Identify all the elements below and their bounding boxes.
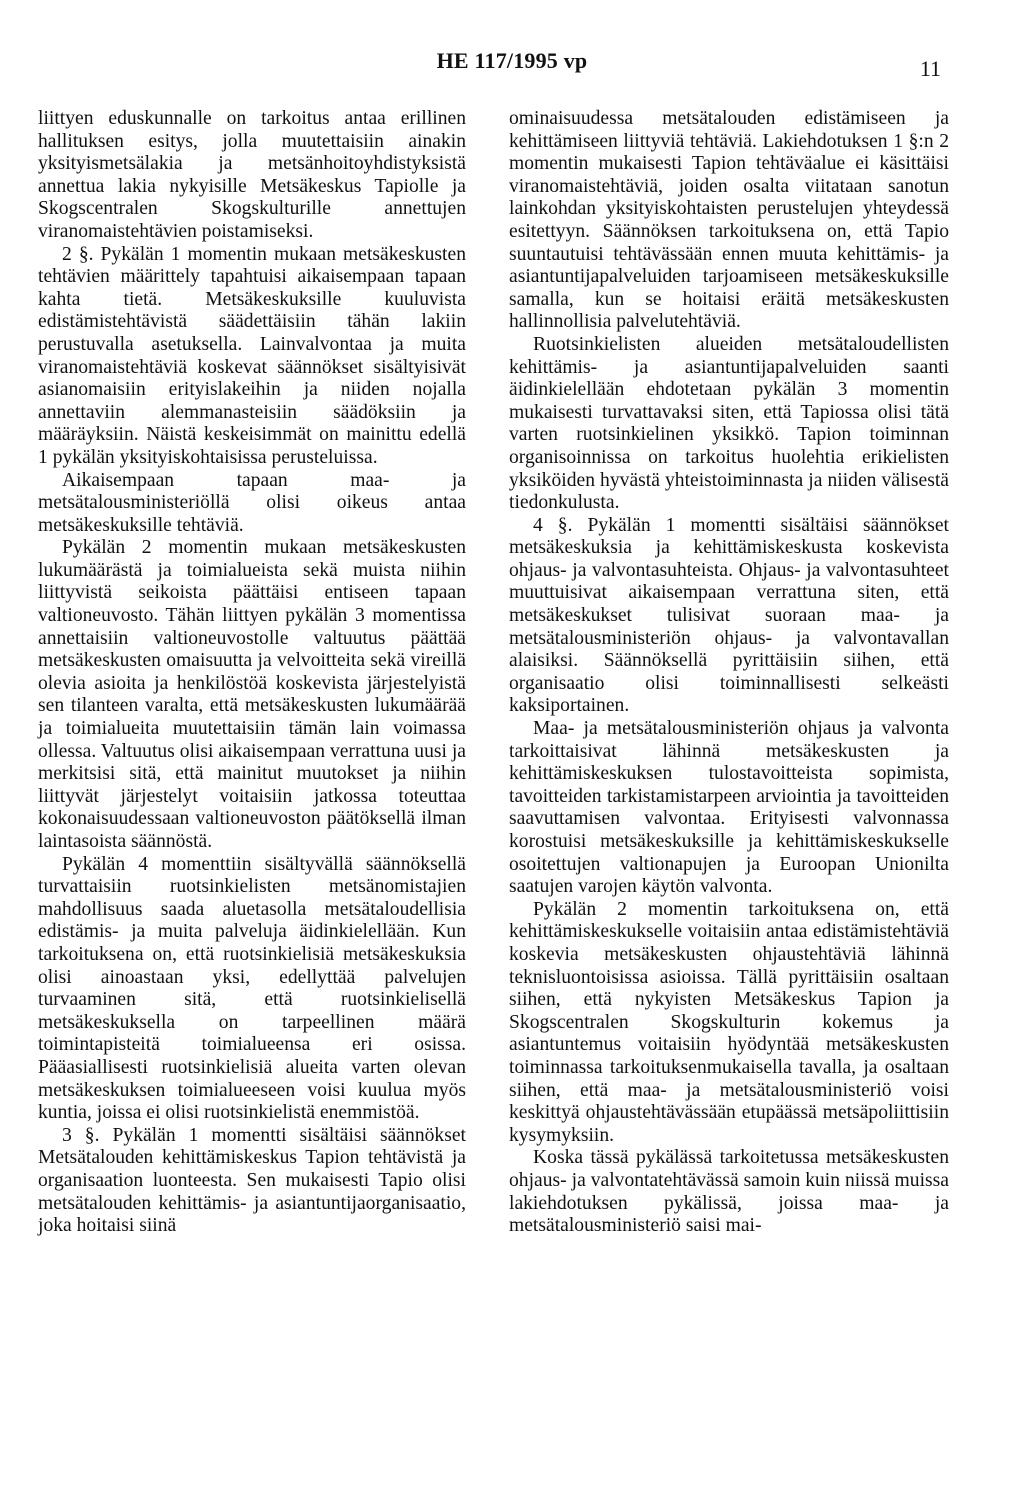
paragraph: Maa- ja metsätalousministeriön ohjaus ja valvonta tarkoittaisivat lähinnä metsäkeskusten ja kehittämiskeskuksen tulostavoitteista sopimista, tavoitteiden tarkistamistarpeen arviointia ja tavoitteiden saavuttamisen valvontaa. Erityisesti valvonnassa korostuisi metsäkeskuksille ja kehittämiskeskukselle osoitettujen valtionapujen ja Euroopan Unionilta saatujen varojen käytön valvonta. bbox=[509, 718, 949, 898]
paragraph: Ruotsinkielisten alueiden metsätaloudellisten kehittämis- ja asiantuntijapalveluiden saanti äidinkielellään ehdotetaan pykälän 3 momentin mukaisesti turvattavaksi siten, että Tapiossa olisi tätä varten ruotsinkielinen yksikkö. Tapion toiminnan organisoinnissa on tarkoitus huolehtia erikielisten yksiköiden hyvästä yhteistoiminnasta ja niiden välisestä tiedonkulusta. bbox=[509, 333, 949, 514]
paragraph: 3 §. Pykälän 1 momentti sisältäisi säännökset Metsätalouden kehittämiskeskus Tapion tehtävistä ja organisaation luonteesta. Sen mukaisesti Tapio olisi metsätalouden kehittämis- ja asiantuntijaorganisaatio, joka hoitaisi siinä bbox=[38, 1124, 466, 1237]
paragraph: 4 §. Pykälän 1 momentti sisältäisi säännökset metsäkeskuksia ja kehittämiskeskusta koskevista ohjaus- ja valvontasuhteista. Ohjaus- ja valvontasuhteet muuttuisivat aikaisempaan verrattuna siten, että metsäkeskukset tulisivat suoraan maa- ja metsätalousministeriön ohjaus- ja valvontavallan alaisiksi. Säännöksellä pyrittäisiin siihen, että organisaatio olisi toiminnallisesti selkeästi kaksiportainen. bbox=[509, 514, 949, 717]
paragraph: Koska tässä pykälässä tarkoitetussa metsäkeskusten ohjaus- ja valvontatehtävässä samoin kuin niissä muissa lakiehdotuksen pykälissä, joissa maa- ja metsätalousministeriö saisi mai- bbox=[509, 1147, 949, 1237]
paragraph: Aikaisempaan tapaan maa- ja metsätalousministeriöllä olisi oikeus antaa metsäkeskuksille tehtäviä. bbox=[38, 469, 466, 536]
paragraph: Pykälän 4 momenttiin sisältyvällä säännöksellä turvattaisiin ruotsinkielisten metsänomistajien mahdollisuus saada aluetasolla metsätaloudellisia edistämis- ja muita palveluja äidinkielellään. Kun tarkoituksena on, että ruotsinkielisiä metsäkeskuksia olisi ainoastaan yksi, edellyttää palvelujen turvaaminen sitä, että ruotsinkielisellä metsäkeskuksella on tarpeellinen määrä toimintapisteitä toimialueensa eri osissa. Pääasiallisesti ruotsinkielisiä alueita varten olevan metsäkeskuksen toimialueeseen voisi kuulua myös kuntia, joissa ei olisi ruotsinkielistä enemmistöä. bbox=[38, 853, 466, 1124]
paragraph: liittyen eduskunnalle on tarkoitus antaa erillinen hallituksen esitys, jolla muutettaisiin ainakin yksityismetsälakia ja metsänhoitoyhdistyksistä annettua lakia nykyisille Metsäkeskus Tapiolle ja Skogscentralen Skogskulturille annettujen viranomaistehtävien poistamiseksi. bbox=[38, 108, 466, 242]
page-number: 11 bbox=[919, 56, 941, 81]
paragraph: 2 §. Pykälän 1 momentin mukaan metsäkeskusten tehtävien määrittely tapahtuisi aikaisempaan tapaan kahta tietä. Metsäkeskuksille kuuluvista edistämistehtävistä säädettäisiin tähän lakiin perustuvalla asetuksella. Lainvalvontaa ja muita viranomaistehtäviä koskevat säännökset sisältyisivät asianomaisiin erityislakeihin ja niiden nojalla annettaviin alemmanasteisiin säädöksiin ja määräyksiin. Näistä keskeisimmät on mainittu edellä 1 pykälän yksityiskohtaisissa perusteluissa. bbox=[38, 243, 466, 468]
left-column bbox=[38, 108, 466, 1238]
right-column bbox=[509, 108, 949, 1238]
page-header bbox=[0, 48, 1024, 88]
document-identifier: HE 117/1995 vp bbox=[436, 48, 588, 73]
paragraph: Pykälän 2 momentin mukaan metsäkeskusten lukumäärästä ja toimialueista sekä muista niihin liittyvistä seikoista päättäisi entiseen tapaan valtioneuvosto. Tähän liittyen pykälän 3 momentissa annettaisiin valtioneuvostolle valtuutus päättää metsäkeskusten omaisuutta ja velvoitteita sekä vireillä olevia asioita ja henkilöstöä koskevista järjestelyistä sen tilanteen varalta, että metsäkeskusten lukumäärää ja toimialueita muutettaisiin tämän lain voimassa ollessa. Valtuutus olisi aikaisempaan verrattuna uusi ja merkitsisi sitä, että mainitut muutokset ja niihin liittyvät järjestelyt voitaisiin jatkossa toteuttaa kokonaisuudessaan valtioneuvoston päätöksellä ilman laintasoista säännöstä. bbox=[38, 537, 466, 852]
paragraph: Pykälän 2 momentin tarkoituksena on, että kehittämiskeskukselle voitaisiin antaa edistämistehtäviä koskevia metsäkeskusten ohjaustehtäviä lähinnä teknisluontoisissa asioissa. Tällä pyrittäisiin osaltaan siihen, että nykyisten Metsäkeskus Tapion ja Skogscentralen Skogskulturin kokemus ja asiantuntemus voitaisiin hyödyntää metsäkeskusten toiminnassa tarkoituksenmukaisella tavalla, ja osaltaan siihen, että maa- ja metsätalousministeriö voisi keskittyä ohjaustehtävässään etupäässä metsäpoliittisiin kysymyksiin. bbox=[509, 898, 949, 1146]
paragraph: ominaisuudessa metsätalouden edistämiseen ja kehittämiseen liittyviä tehtäviä. Lakiehdotuksen 1 §:n 2 momentin mukaisesti Tapion tehtäväalue ei käsittäisi viranomaistehtäviä, joiden osalta viitataan sanotun lainkohdan yksityiskohtaisten perustelujen yhteydessä esitettyyn. Säännöksen tarkoituksena on, että Tapio suuntautuisi tehtävässään ennen muuta kehittämis- ja asiantuntijapalveluiden tarjoamiseen metsäkeskuksille samalla, kun se hoitaisi eräitä metsäkeskusten hallinnollisia palvelutehtäviä. bbox=[509, 108, 949, 333]
